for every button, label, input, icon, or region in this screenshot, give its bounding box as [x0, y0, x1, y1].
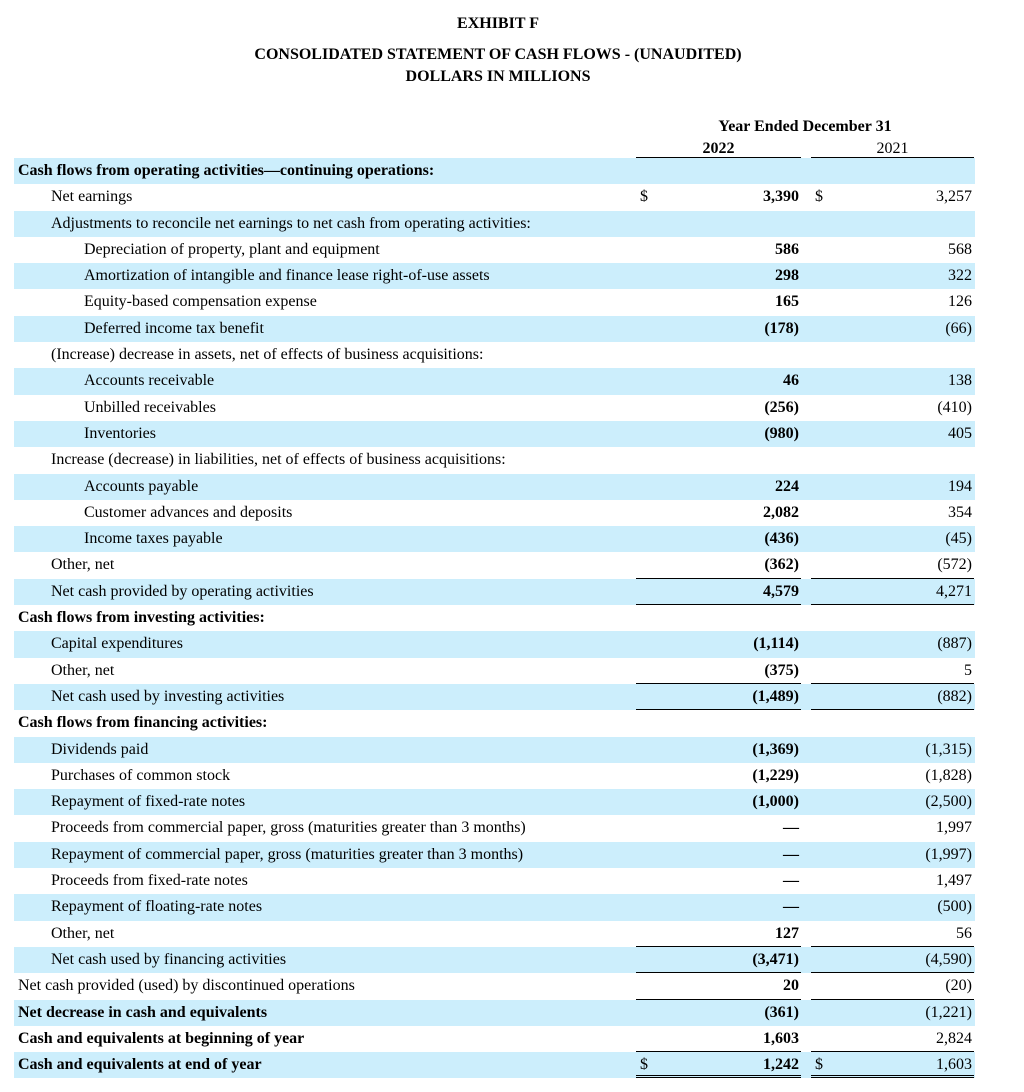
value-2022-cell	[636, 526, 801, 552]
value-2022-cell	[636, 158, 801, 184]
value-2021-cell	[811, 421, 974, 447]
value-2021: (66)	[945, 319, 972, 337]
value-2021: 5	[964, 661, 972, 679]
value-2022-cell	[636, 368, 801, 394]
value-2021-cell	[811, 763, 974, 789]
value-2022-cell	[636, 1000, 801, 1026]
value-2021: (887)	[937, 635, 972, 653]
row-label: Cash flows from financing activities:	[18, 714, 268, 732]
value-2022-cell	[636, 289, 801, 315]
row-label: Customer advances and deposits	[84, 503, 293, 521]
table-row	[14, 605, 975, 631]
value-2022: 4,579	[763, 582, 799, 600]
row-label: Income taxes payable	[84, 530, 223, 548]
table-row	[14, 763, 975, 789]
currency-symbol: $	[815, 1056, 823, 1074]
value-2022-cell	[636, 579, 801, 605]
row-label: Other, net	[51, 924, 115, 942]
table-row	[14, 789, 975, 815]
row-label: Dividends paid	[51, 740, 149, 758]
value-2021: 3,257	[936, 188, 972, 206]
value-2021-cell	[811, 263, 974, 289]
value-2022-cell	[636, 894, 801, 920]
value-2021: 194	[948, 477, 972, 495]
value-2022-cell	[636, 552, 801, 578]
value-2021: (410)	[937, 398, 972, 416]
value-2022-cell	[636, 763, 801, 789]
value-2021-cell	[811, 342, 974, 368]
units-label: DOLLARS IN MILLIONS	[405, 68, 591, 85]
row-label: Cash flows from operating activities—continuing operations:	[18, 162, 435, 179]
value-2022: 46	[783, 372, 799, 390]
value-2021: 4,271	[936, 582, 972, 600]
value-2022-cell	[636, 316, 801, 342]
value-2021-cell	[811, 579, 974, 605]
row-label: Net cash used by investing activities	[51, 687, 285, 705]
row-label: Increase (decrease) in liabilities, net of effects of business acquisitions:	[51, 451, 506, 469]
row-label: Depreciation of property, plant and equipment	[84, 240, 380, 258]
table-row	[14, 316, 975, 342]
value-2022-cell	[636, 184, 801, 210]
value-2021: 1,997	[936, 819, 972, 837]
value-2022-cell	[636, 789, 801, 815]
value-2021-cell	[811, 815, 974, 841]
cash-flow-table	[14, 158, 975, 1078]
row-label: Purchases of common stock	[51, 766, 231, 784]
table-row	[14, 631, 975, 657]
value-2021: (1,315)	[925, 740, 972, 758]
value-2022: 586	[775, 240, 799, 258]
value-2022-cell	[636, 737, 801, 763]
value-2022: (256)	[764, 398, 799, 416]
value-2022-cell	[636, 211, 801, 237]
value-2021-cell	[811, 631, 974, 657]
table-row	[14, 237, 975, 263]
table-row	[14, 815, 975, 841]
value-2021: (2,500)	[925, 793, 972, 811]
value-2021: 568	[948, 240, 972, 258]
table-row	[14, 552, 975, 578]
value-2022-cell	[636, 842, 801, 868]
value-2022-cell	[636, 868, 801, 894]
value-2022-cell	[636, 710, 801, 736]
value-2022-cell	[636, 631, 801, 657]
value-2021-cell	[811, 184, 974, 210]
value-2022-cell	[636, 237, 801, 263]
value-2021-cell	[811, 316, 974, 342]
table-row	[14, 868, 975, 894]
currency-symbol: $	[640, 1056, 648, 1074]
value-2021-cell	[811, 868, 974, 894]
value-2022: —	[783, 819, 799, 837]
table-row	[14, 447, 975, 473]
value-2021: 56	[956, 924, 972, 942]
row-label: Net cash provided by operating activities	[51, 582, 314, 600]
value-2021-cell	[811, 789, 974, 815]
value-2021: (1,221)	[925, 1003, 972, 1021]
row-label: Other, net	[51, 661, 115, 679]
value-2021-cell	[811, 1000, 974, 1026]
table-row	[14, 973, 975, 999]
value-2021-cell	[811, 289, 974, 315]
value-2022: 1,242	[763, 1056, 799, 1074]
value-2021-cell	[811, 658, 974, 684]
value-2022: 165	[775, 293, 799, 311]
row-label: Net earnings	[51, 188, 133, 206]
value-2021-cell	[811, 368, 974, 394]
row-label: Cash and equivalents at beginning of year	[18, 1029, 305, 1047]
value-2021: 405	[948, 424, 972, 442]
year-2021-header: 2021	[811, 140, 974, 159]
value-2022: (375)	[764, 661, 799, 679]
row-label: Net cash provided (used) by discontinued operations	[18, 977, 355, 995]
value-2021-cell	[811, 842, 974, 868]
value-2022-cell	[636, 342, 801, 368]
value-2021: (882)	[937, 687, 972, 705]
table-row	[14, 421, 975, 447]
year-2022-header: 2022	[636, 140, 801, 159]
statement-title: CONSOLIDATED STATEMENT OF CASH FLOWS - (UNAUDITED)	[254, 46, 742, 63]
value-2022-cell	[636, 1052, 801, 1078]
value-2022: (1,000)	[752, 793, 799, 811]
value-2022-cell	[636, 421, 801, 447]
row-label: Amortization of intangible and finance lease right-of-use assets	[84, 267, 490, 285]
value-2021-cell	[811, 211, 974, 237]
value-2021-cell	[811, 737, 974, 763]
currency-symbol: $	[640, 188, 648, 206]
value-2021: 322	[948, 267, 972, 285]
table-row	[14, 658, 975, 684]
value-2022-cell	[636, 684, 801, 710]
value-2022: 1,603	[763, 1029, 799, 1047]
table-row	[14, 947, 975, 973]
row-label: Capital expenditures	[51, 635, 183, 653]
row-label: Cash and equivalents at end of year	[18, 1056, 262, 1074]
value-2021-cell	[811, 921, 974, 947]
value-2021-cell	[811, 395, 974, 421]
row-label: Other, net	[51, 556, 115, 574]
row-label: Deferred income tax benefit	[84, 319, 264, 337]
value-2022: (361)	[764, 1003, 799, 1021]
row-label: Repayment of floating-rate notes	[51, 898, 263, 916]
currency-symbol: $	[815, 188, 823, 206]
table-row	[14, 842, 975, 868]
table-row	[14, 158, 975, 184]
value-2022: (980)	[764, 424, 799, 442]
value-2021-cell	[811, 447, 974, 473]
value-2021: (4,590)	[925, 950, 972, 968]
row-label: Net decrease in cash and equivalents	[18, 1003, 268, 1021]
value-2022: 127	[775, 924, 799, 942]
value-2022-cell	[636, 500, 801, 526]
table-row	[14, 211, 975, 237]
row-label: Accounts receivable	[84, 372, 215, 390]
table-row	[14, 710, 975, 736]
value-2021-cell	[811, 894, 974, 920]
value-2021: (45)	[945, 530, 972, 548]
value-2022-cell	[636, 1026, 801, 1052]
value-2022: (1,369)	[752, 740, 799, 758]
table-row	[14, 289, 975, 315]
value-2022: —	[783, 872, 799, 890]
row-label: Adjustments to reconcile net earnings to net cash from operating activities:	[51, 214, 531, 232]
value-2021-cell	[811, 1052, 974, 1078]
table-row	[14, 737, 975, 763]
value-2021: (20)	[945, 977, 972, 995]
value-2022: (436)	[764, 530, 799, 548]
column-header	[636, 118, 974, 158]
value-2021: 1,603	[936, 1056, 972, 1074]
value-2022: 2,082	[763, 503, 799, 521]
row-label: Repayment of commercial paper, gross (maturities greater than 3 months)	[51, 845, 524, 863]
value-2022-cell	[636, 447, 801, 473]
table-row	[14, 1052, 975, 1078]
table-row	[14, 1000, 975, 1026]
value-2022-cell	[636, 474, 801, 500]
value-2021-cell	[811, 1026, 974, 1052]
value-2022-cell	[636, 815, 801, 841]
value-2021-cell	[811, 605, 974, 631]
table-row	[14, 1026, 975, 1052]
row-label: Equity-based compensation expense	[84, 293, 317, 311]
table-row	[14, 474, 975, 500]
table-row	[14, 921, 975, 947]
value-2022-cell	[636, 263, 801, 289]
value-2021: (1,997)	[925, 845, 972, 863]
value-2022: 224	[775, 477, 799, 495]
value-2021-cell	[811, 684, 974, 710]
table-row	[14, 894, 975, 920]
value-2021: 1,497	[936, 872, 972, 890]
value-2021-cell	[811, 973, 974, 999]
value-2021-cell	[811, 500, 974, 526]
value-2021-cell	[811, 158, 974, 184]
value-2022: (3,471)	[752, 950, 799, 968]
row-label: Proceeds from commercial paper, gross (maturities greater than 3 months)	[51, 819, 526, 837]
period-label: Year Ended December 31	[718, 118, 892, 135]
table-row	[14, 368, 975, 394]
value-2022: —	[783, 845, 799, 863]
value-2021-cell	[811, 474, 974, 500]
value-2021: (572)	[937, 556, 972, 574]
value-2022: —	[783, 898, 799, 916]
value-2022-cell	[636, 395, 801, 421]
row-label: Cash flows from investing activities:	[18, 609, 265, 627]
value-2022: (362)	[764, 556, 799, 574]
value-2022: (1,229)	[752, 766, 799, 784]
row-label: Repayment of fixed-rate notes	[51, 793, 246, 811]
table-row	[14, 500, 975, 526]
table-row	[14, 526, 975, 552]
value-2022: 298	[775, 267, 799, 285]
value-2022: 20	[783, 977, 799, 995]
value-2022: 3,390	[763, 188, 799, 206]
table-row	[14, 579, 975, 605]
value-2021: 126	[948, 293, 972, 311]
value-2022-cell	[636, 658, 801, 684]
table-row	[14, 395, 975, 421]
value-2021: 138	[948, 372, 972, 390]
row-label: Inventories	[84, 424, 156, 442]
table-row	[14, 263, 975, 289]
row-label: Unbilled receivables	[84, 398, 216, 416]
value-2021-cell	[811, 710, 974, 736]
value-2021: (1,828)	[925, 766, 972, 784]
value-2022-cell	[636, 605, 801, 631]
value-2022: (178)	[764, 319, 799, 337]
table-row	[14, 342, 975, 368]
value-2022-cell	[636, 947, 801, 973]
table-row	[14, 684, 975, 710]
table-row	[14, 184, 975, 210]
value-2021-cell	[811, 552, 974, 578]
row-label: Accounts payable	[84, 477, 199, 495]
value-2022-cell	[636, 921, 801, 947]
value-2021-cell	[811, 947, 974, 973]
value-2022: (1,489)	[752, 687, 799, 705]
row-label: (Increase) decrease in assets, net of effects of business acquisitions:	[51, 346, 484, 364]
value-2021-cell	[811, 237, 974, 263]
row-label: Proceeds from fixed-rate notes	[51, 872, 248, 890]
value-2021: (500)	[937, 898, 972, 916]
value-2021: 2,824	[936, 1029, 972, 1047]
row-label: Net cash used by financing activities	[51, 950, 287, 968]
value-2022-cell	[636, 973, 801, 999]
value-2021: 354	[948, 503, 972, 521]
value-2022: (1,114)	[753, 635, 799, 653]
exhibit-label: EXHIBIT F	[457, 15, 539, 32]
value-2021-cell	[811, 526, 974, 552]
